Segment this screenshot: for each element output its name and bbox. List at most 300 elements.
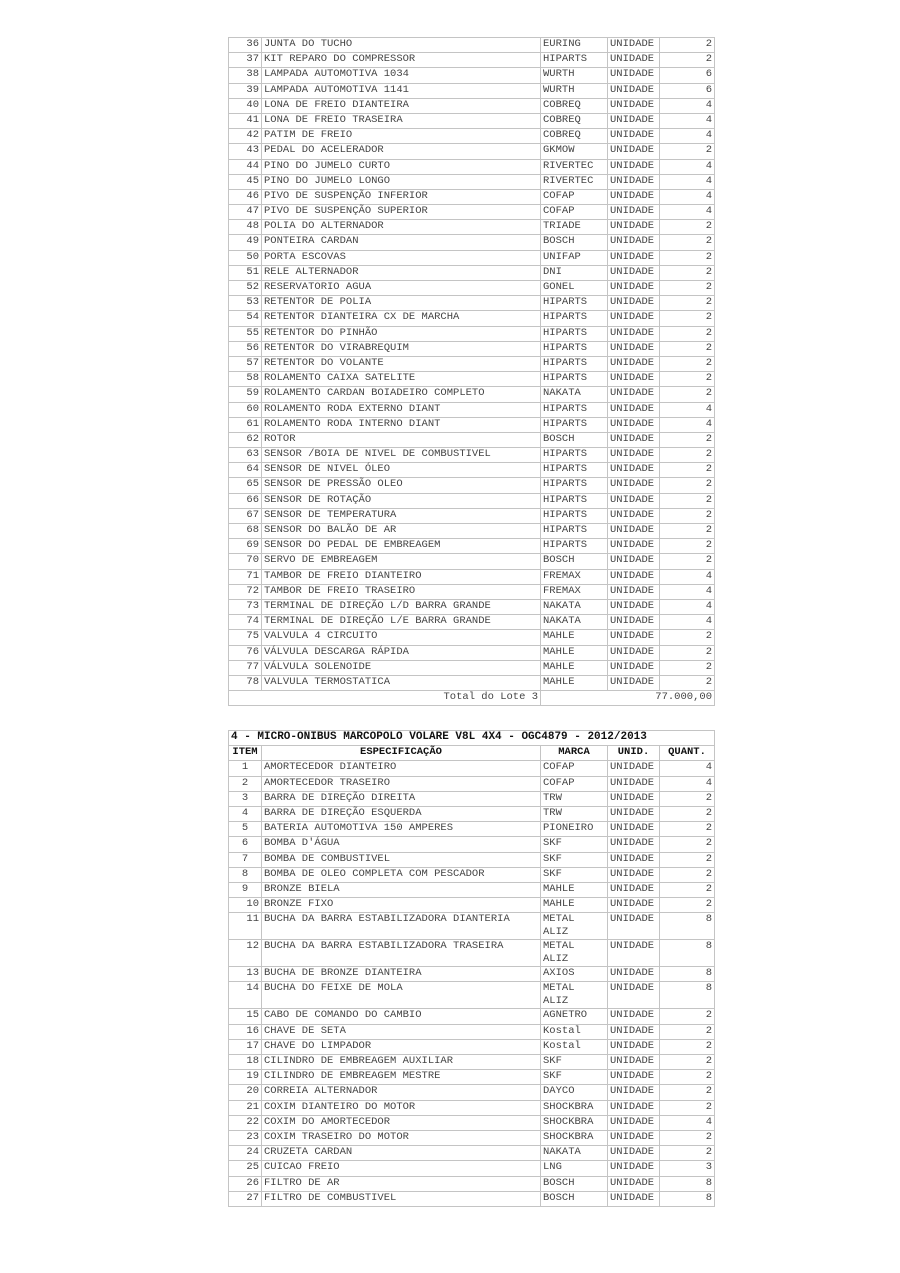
quantity: 2 xyxy=(660,478,715,493)
unit: UNIDADE xyxy=(608,822,660,837)
quantity: 4 xyxy=(660,189,715,204)
table-row xyxy=(229,448,715,463)
quantity: 2 xyxy=(660,1024,715,1039)
specification: BRONZE BIELA xyxy=(262,882,541,897)
item-number: 41 xyxy=(229,113,262,128)
quantity: 2 xyxy=(660,822,715,837)
brand: DAYCO xyxy=(541,1085,608,1100)
brand: COBREQ xyxy=(541,129,608,144)
item-number: 71 xyxy=(229,569,262,584)
brand: METAL ALIZ xyxy=(541,913,608,940)
table-row xyxy=(229,189,715,204)
item-number: 16 xyxy=(229,1024,262,1039)
item-number: 65 xyxy=(229,478,262,493)
quantity: 4 xyxy=(660,205,715,220)
specification: TAMBOR DE FREIO DIANTEIRO xyxy=(262,569,541,584)
brand: TRW xyxy=(541,791,608,806)
item-number: 12 xyxy=(229,940,262,967)
lot-3-table xyxy=(228,37,715,706)
specification: PIVO DE SUSPENÇÃO SUPERIOR xyxy=(262,205,541,220)
unit: UNIDADE xyxy=(608,837,660,852)
item-number: 44 xyxy=(229,159,262,174)
unit: UNIDADE xyxy=(608,38,660,53)
unit: UNIDADE xyxy=(608,524,660,539)
brand: HIPARTS xyxy=(541,448,608,463)
unit: UNIDADE xyxy=(608,1100,660,1115)
quantity: 4 xyxy=(660,761,715,776)
unit: UNIDADE xyxy=(608,599,660,614)
specification: LONA DE FREIO TRASEIRA xyxy=(262,113,541,128)
table-row xyxy=(229,1055,715,1070)
quantity: 4 xyxy=(660,174,715,189)
brand: HIPARTS xyxy=(541,508,608,523)
item-number: 45 xyxy=(229,174,262,189)
item-number: 67 xyxy=(229,508,262,523)
brand: NAKATA xyxy=(541,615,608,630)
brand: BOSCH xyxy=(541,554,608,569)
unit: UNIDADE xyxy=(608,113,660,128)
brand: NAKATA xyxy=(541,599,608,614)
item-number: 50 xyxy=(229,250,262,265)
table-row xyxy=(229,235,715,250)
total-value: 77.000,00 xyxy=(541,691,715,706)
brand: NAKATA xyxy=(541,387,608,402)
table-row xyxy=(229,68,715,83)
brand: MAHLE xyxy=(541,898,608,913)
item-number: 40 xyxy=(229,98,262,113)
unit: UNIDADE xyxy=(608,615,660,630)
table-row xyxy=(229,296,715,311)
item-number: 15 xyxy=(229,1009,262,1024)
table-row xyxy=(229,38,715,53)
brand: SHOCKBRA xyxy=(541,1130,608,1145)
specification: BOMBA DE OLEO COMPLETA COM PESCADOR xyxy=(262,867,541,882)
brand: METAL ALIZ xyxy=(541,940,608,967)
table-row xyxy=(229,159,715,174)
table-row xyxy=(229,1176,715,1191)
quantity: 2 xyxy=(660,867,715,882)
unit: UNIDADE xyxy=(608,569,660,584)
table-row xyxy=(229,1024,715,1039)
specification: PIVO DE SUSPENÇÃO INFERIOR xyxy=(262,189,541,204)
unit: UNIDADE xyxy=(608,913,660,940)
unit: UNIDADE xyxy=(608,1161,660,1176)
unit: UNIDADE xyxy=(608,898,660,913)
table-row xyxy=(229,174,715,189)
item-number: 77 xyxy=(229,660,262,675)
unit: UNIDADE xyxy=(608,1070,660,1085)
unit: UNIDADE xyxy=(608,584,660,599)
brand: TRW xyxy=(541,806,608,821)
brand: RIVERTEC xyxy=(541,174,608,189)
brand: HIPARTS xyxy=(541,296,608,311)
specification: VÁLVULA SOLENOIDE xyxy=(262,660,541,675)
table-row xyxy=(229,387,715,402)
unit: UNIDADE xyxy=(608,311,660,326)
item-number: 59 xyxy=(229,387,262,402)
item-number: 23 xyxy=(229,1130,262,1145)
item-number: 69 xyxy=(229,539,262,554)
table-header xyxy=(229,746,715,761)
quantity: 2 xyxy=(660,235,715,250)
unit: UNIDADE xyxy=(608,68,660,83)
specification: BUCHA DA BARRA ESTABILIZADORA DIANTERIA xyxy=(262,913,541,940)
specification: SENSOR DE NIVEL ÓLEO xyxy=(262,463,541,478)
unit: UNIDADE xyxy=(608,554,660,569)
table-row xyxy=(229,645,715,660)
table-row xyxy=(229,265,715,280)
item-number: 6 xyxy=(229,837,262,852)
unit: UNIDADE xyxy=(608,1130,660,1145)
item-number: 60 xyxy=(229,402,262,417)
table-row xyxy=(229,341,715,356)
specification: BRONZE FIXO xyxy=(262,898,541,913)
quantity: 2 xyxy=(660,645,715,660)
unit: UNIDADE xyxy=(608,1024,660,1039)
item-number: 5 xyxy=(229,822,262,837)
quantity: 2 xyxy=(660,463,715,478)
unit: UNIDADE xyxy=(608,1191,660,1206)
quantity: 2 xyxy=(660,1055,715,1070)
table-row xyxy=(229,524,715,539)
quantity: 2 xyxy=(660,660,715,675)
brand: DNI xyxy=(541,265,608,280)
table-row xyxy=(229,940,715,967)
table-row xyxy=(229,113,715,128)
unit: UNIDADE xyxy=(608,852,660,867)
table-row xyxy=(229,982,715,1009)
unit: UNIDADE xyxy=(608,1085,660,1100)
item-number: 55 xyxy=(229,326,262,341)
table-row xyxy=(229,867,715,882)
table-row xyxy=(229,806,715,821)
table-row xyxy=(229,1100,715,1115)
quantity: 2 xyxy=(660,1009,715,1024)
table-row xyxy=(229,372,715,387)
quantity: 2 xyxy=(660,554,715,569)
item-number: 72 xyxy=(229,584,262,599)
lot-4-title: 4 - MICRO-ONIBUS MARCOPOLO VOLARE V8L 4X4 - OGC4879 - 2012/2013 xyxy=(229,731,715,746)
item-number: 76 xyxy=(229,645,262,660)
specification: BOMBA DE COMBUSTIVEL xyxy=(262,852,541,867)
item-number: 9 xyxy=(229,882,262,897)
quantity: 8 xyxy=(660,913,715,940)
table-row xyxy=(229,250,715,265)
specification: RETENTOR DE POLIA xyxy=(262,296,541,311)
item-number: 78 xyxy=(229,675,262,690)
quantity: 2 xyxy=(660,220,715,235)
specification: PINO DO JUMELO LONGO xyxy=(262,174,541,189)
brand: HIPARTS xyxy=(541,493,608,508)
item-number: 52 xyxy=(229,281,262,296)
brand: HIPARTS xyxy=(541,311,608,326)
item-number: 42 xyxy=(229,129,262,144)
table-row xyxy=(229,1039,715,1054)
specification: SENSOR DO PEDAL DE EMBREAGEM xyxy=(262,539,541,554)
specification: VALVULA TERMOSTATICA xyxy=(262,675,541,690)
item-number: 19 xyxy=(229,1070,262,1085)
specification: CORREIA ALTERNADOR xyxy=(262,1085,541,1100)
table-row xyxy=(229,417,715,432)
table-row xyxy=(229,326,715,341)
table-row xyxy=(229,837,715,852)
specification: AMORTECEDOR TRASEIRO xyxy=(262,776,541,791)
quantity: 2 xyxy=(660,837,715,852)
table-row xyxy=(229,1161,715,1176)
item-number: 10 xyxy=(229,898,262,913)
brand: MAHLE xyxy=(541,675,608,690)
item-number: 58 xyxy=(229,372,262,387)
quantity: 2 xyxy=(660,372,715,387)
unit: UNIDADE xyxy=(608,432,660,447)
brand: HIPARTS xyxy=(541,478,608,493)
unit: UNIDADE xyxy=(608,402,660,417)
quantity: 4 xyxy=(660,113,715,128)
table-row xyxy=(229,1191,715,1206)
item-number: 39 xyxy=(229,83,262,98)
unit: UNIDADE xyxy=(608,372,660,387)
specification: CILINDRO DE EMBREAGEM MESTRE xyxy=(262,1070,541,1085)
specification: SENSOR DE TEMPERATURA xyxy=(262,508,541,523)
brand: HIPARTS xyxy=(541,326,608,341)
brand: HIPARTS xyxy=(541,417,608,432)
brand: SKF xyxy=(541,837,608,852)
unit: UNIDADE xyxy=(608,129,660,144)
specification: ROLAMENTO CARDAN BOIADEIRO COMPLETO xyxy=(262,387,541,402)
quantity: 2 xyxy=(660,806,715,821)
item-number: 17 xyxy=(229,1039,262,1054)
brand: MAHLE xyxy=(541,645,608,660)
unit: UNIDADE xyxy=(608,250,660,265)
specification: TERMINAL DE DIREÇÃO L/D BARRA GRANDE xyxy=(262,599,541,614)
unit: UNIDADE xyxy=(608,387,660,402)
specification: POLIA DO ALTERNADOR xyxy=(262,220,541,235)
specification: SENSOR DE ROTAÇÃO xyxy=(262,493,541,508)
specification: ROTOR xyxy=(262,432,541,447)
unit: UNIDADE xyxy=(608,1055,660,1070)
unit: UNIDADE xyxy=(608,660,660,675)
table-row xyxy=(229,630,715,645)
table-row xyxy=(229,281,715,296)
specification: COXIM TRASEIRO DO MOTOR xyxy=(262,1130,541,1145)
item-number: 4 xyxy=(229,806,262,821)
item-number: 61 xyxy=(229,417,262,432)
table-row xyxy=(229,311,715,326)
item-number: 43 xyxy=(229,144,262,159)
item-number: 62 xyxy=(229,432,262,447)
specification: COXIM DO AMORTECEDOR xyxy=(262,1115,541,1130)
item-number: 51 xyxy=(229,265,262,280)
specification: ROLAMENTO RODA INTERNO DIANT xyxy=(262,417,541,432)
specification: VÁLVULA DESCARGA RÁPIDA xyxy=(262,645,541,660)
table-row xyxy=(229,144,715,159)
item-number: 56 xyxy=(229,341,262,356)
item-number: 26 xyxy=(229,1176,262,1191)
item-number: 46 xyxy=(229,189,262,204)
brand: TRIADE xyxy=(541,220,608,235)
brand: WURTH xyxy=(541,83,608,98)
brand: HIPARTS xyxy=(541,372,608,387)
specification: JUNTA DO TUCHO xyxy=(262,38,541,53)
quantity: 4 xyxy=(660,615,715,630)
table-row xyxy=(229,129,715,144)
header-item: ITEM xyxy=(229,746,262,761)
quantity: 8 xyxy=(660,1191,715,1206)
item-number: 2 xyxy=(229,776,262,791)
quantity: 4 xyxy=(660,129,715,144)
unit: UNIDADE xyxy=(608,83,660,98)
quantity: 2 xyxy=(660,898,715,913)
quantity: 4 xyxy=(660,417,715,432)
item-number: 13 xyxy=(229,967,262,982)
table-row xyxy=(229,913,715,940)
unit: UNIDADE xyxy=(608,882,660,897)
brand: UNIFAP xyxy=(541,250,608,265)
item-number: 24 xyxy=(229,1146,262,1161)
brand: MAHLE xyxy=(541,660,608,675)
quantity: 2 xyxy=(660,1100,715,1115)
table-row xyxy=(229,776,715,791)
item-number: 66 xyxy=(229,493,262,508)
specification: LONA DE FREIO DIANTEIRA xyxy=(262,98,541,113)
brand: AXIOS xyxy=(541,967,608,982)
item-number: 63 xyxy=(229,448,262,463)
brand: HIPARTS xyxy=(541,463,608,478)
quantity: 2 xyxy=(660,1039,715,1054)
brand: COFAP xyxy=(541,189,608,204)
unit: UNIDADE xyxy=(608,205,660,220)
specification: CRUZETA CARDAN xyxy=(262,1146,541,1161)
table-row xyxy=(229,967,715,982)
quantity: 2 xyxy=(660,1070,715,1085)
brand: COFAP xyxy=(541,776,608,791)
item-number: 74 xyxy=(229,615,262,630)
quantity: 8 xyxy=(660,982,715,1009)
unit: UNIDADE xyxy=(608,539,660,554)
specification: ROLAMENTO CAIXA SATELITE xyxy=(262,372,541,387)
unit: UNIDADE xyxy=(608,341,660,356)
specification: BUCHA DA BARRA ESTABILIZADORA TRASEIRA xyxy=(262,940,541,967)
unit: UNIDADE xyxy=(608,189,660,204)
specification: PATIM DE FREIO xyxy=(262,129,541,144)
brand: FREMAX xyxy=(541,569,608,584)
specification: VALVULA 4 CIRCUITO xyxy=(262,630,541,645)
specification: BUCHA DE BRONZE DIANTEIRA xyxy=(262,967,541,982)
item-number: 75 xyxy=(229,630,262,645)
specification: SENSOR /BOIA DE NIVEL DE COMBUSTIVEL xyxy=(262,448,541,463)
header-spec: ESPECIFICAÇÃO xyxy=(262,746,541,761)
quantity: 4 xyxy=(660,98,715,113)
quantity: 8 xyxy=(660,967,715,982)
quantity: 2 xyxy=(660,630,715,645)
unit: UNIDADE xyxy=(608,982,660,1009)
specification: TERMINAL DE DIREÇÃO L/E BARRA GRANDE xyxy=(262,615,541,630)
specification: COXIM DIANTEIRO DO MOTOR xyxy=(262,1100,541,1115)
table-row xyxy=(229,1146,715,1161)
table-row xyxy=(229,761,715,776)
item-number: 64 xyxy=(229,463,262,478)
item-number: 47 xyxy=(229,205,262,220)
quantity: 6 xyxy=(660,83,715,98)
quantity: 2 xyxy=(660,144,715,159)
specification: FILTRO DE AR xyxy=(262,1176,541,1191)
unit: UNIDADE xyxy=(608,761,660,776)
unit: UNIDADE xyxy=(608,645,660,660)
specification: RETENTOR DIANTEIRA CX DE MARCHA xyxy=(262,311,541,326)
table-row xyxy=(229,98,715,113)
unit: UNIDADE xyxy=(608,478,660,493)
table-row xyxy=(229,569,715,584)
unit: UNIDADE xyxy=(608,493,660,508)
quantity: 3 xyxy=(660,1161,715,1176)
brand: RIVERTEC xyxy=(541,159,608,174)
quantity: 2 xyxy=(660,281,715,296)
brand: SHOCKBRA xyxy=(541,1115,608,1130)
table-row xyxy=(229,584,715,599)
unit: UNIDADE xyxy=(608,675,660,690)
specification: CILINDRO DE EMBREAGEM AUXILIAR xyxy=(262,1055,541,1070)
specification: CHAVE DO LIMPADOR xyxy=(262,1039,541,1054)
unit: UNIDADE xyxy=(608,296,660,311)
specification: SENSOR DO BALÃO DE AR xyxy=(262,524,541,539)
unit: UNIDADE xyxy=(608,791,660,806)
unit: UNIDADE xyxy=(608,1039,660,1054)
table-row xyxy=(229,675,715,690)
item-number: 3 xyxy=(229,791,262,806)
specification: CUICAO FREIO xyxy=(262,1161,541,1176)
item-number: 70 xyxy=(229,554,262,569)
table-row xyxy=(229,615,715,630)
table-row xyxy=(229,1130,715,1145)
unit: UNIDADE xyxy=(608,630,660,645)
header-unit: UNID. xyxy=(608,746,660,761)
specification: PORTA ESCOVAS xyxy=(262,250,541,265)
table-row xyxy=(229,898,715,913)
item-number: 49 xyxy=(229,235,262,250)
table-row xyxy=(229,1085,715,1100)
brand: SKF xyxy=(541,852,608,867)
quantity: 4 xyxy=(660,569,715,584)
specification: PONTEIRA CARDAN xyxy=(262,235,541,250)
quantity: 2 xyxy=(660,432,715,447)
table-row xyxy=(229,1115,715,1130)
item-number: 53 xyxy=(229,296,262,311)
brand: HIPARTS xyxy=(541,356,608,371)
item-number: 21 xyxy=(229,1100,262,1115)
specification: RETENTOR DO PINHÃO xyxy=(262,326,541,341)
table-row xyxy=(229,356,715,371)
specification: RETENTOR DO VOLANTE xyxy=(262,356,541,371)
brand: MAHLE xyxy=(541,882,608,897)
table-row xyxy=(229,660,715,675)
specification: BUCHA DO FEIXE DE MOLA xyxy=(262,982,541,1009)
brand: METAL ALIZ xyxy=(541,982,608,1009)
quantity: 2 xyxy=(660,852,715,867)
quantity: 2 xyxy=(660,1085,715,1100)
quantity: 2 xyxy=(660,53,715,68)
item-number: 25 xyxy=(229,1161,262,1176)
quantity: 2 xyxy=(660,38,715,53)
table-row xyxy=(229,1009,715,1024)
quantity: 2 xyxy=(660,882,715,897)
specification: LAMPADA AUTOMOTIVA 1141 xyxy=(262,83,541,98)
unit: UNIDADE xyxy=(608,235,660,250)
table-row xyxy=(229,822,715,837)
table-row xyxy=(229,852,715,867)
item-number: 54 xyxy=(229,311,262,326)
item-number: 18 xyxy=(229,1055,262,1070)
unit: UNIDADE xyxy=(608,967,660,982)
